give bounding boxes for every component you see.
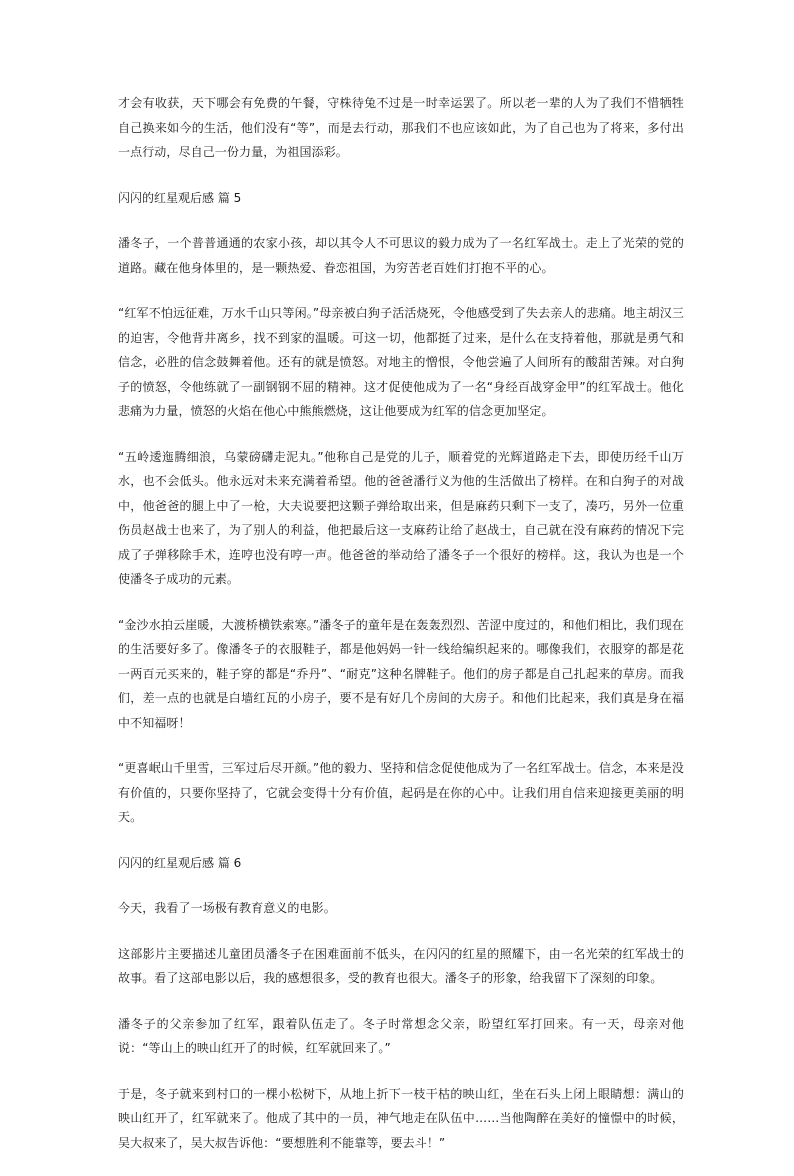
section-heading-5: 闪闪的红星观后感 篇 5 <box>118 190 242 205</box>
paragraph-intro: 才会有收获，天下哪会有免费的午餐，守株待兔不过是一时幸运罢了。所以老一辈的人为了我们不惜牺牲自己换来如今的生活，他们没有“等”，而是去行动，那我们不也应该如此，为了自己也为了将来，多付出一点行动，尽自己一份力量，为祖国添彩。 <box>118 96 684 159</box>
section-heading-6: 闪闪的红星观后感 篇 6 <box>118 855 242 870</box>
paragraph: 这部影片主要描述儿童团员潘冬子在困难面前不低头，在闪闪的红星的照耀下，由一名光荣的红军战士的故事。看了这部电影以后，我的感想很多，受的教育也很大。潘冬子的形象，给我留下了深刻的印象。 <box>118 946 684 985</box>
paragraph: 今天，我看了一场极有教育意义的电影。 <box>118 901 336 915</box>
document-page <box>118 91 684 1176</box>
paragraph: “红军不怕远征难，万水千山只等闲。”母亲被白狗子活活烧死，令他感受到了失去亲人的悲痛。地主胡汉三的迫害，令他背井离乡，找不到家的温暖。可这一切，他都挺了过来，是什么在支持着他，那就是勇气和信念，必胜的信念鼓舞着他。还有的就是愤怒。对地主的憎恨，令他尝遍了人间所有的酸甜苦辣。对白狗子的愤怒，令他练就了一副钢钢不屈的精神。这才促使他成为了一名“身经百战穿金甲”的红军战士。他化悲痛为力量，愤怒的火焰在他心中熊熊燃烧，这让他要成为红军的信念更加坚定。 <box>118 306 684 418</box>
paragraph: 潘冬子的父亲参加了红军，跟着队伍走了。冬子时常想念父亲，盼望红军打回来。有一天，母亲对他说：“等山上的映山红开了的时候，红军就回来了。” <box>118 1016 684 1055</box>
paragraph: 潘冬子，一个普普通通的农家小孩，却以其令人不可思议的毅力成为了一名红军战士。走上了光荣的党的道路。藏在他身体里的，是一颗热爱、眷恋祖国，为穷苦老百姓们打抱不平的心。 <box>118 236 684 275</box>
paragraph: “金沙水拍云崖暖，大渡桥横铁索寒。”潘冬子的童年是在轰轰烈烈、苦涩中度过的，和他们相比，我们现在的生活要好多了。像潘冬子的衣服鞋子，都是他妈妈一针一线给编织起来的。哪像我们，衣服穿的都是花一两百元买来的，鞋子穿的都是“乔丹”、“耐克”这种名牌鞋子。他们的房子都是自己扎起来的草房。而我们，差一点的也就是白墙红瓦的小房子，要不是有好几个房间的大房子。和他们比起来，我们真是身在福中不知福呀！ <box>118 617 684 730</box>
paragraph: 于是，冬子就来到村口的一棵小松树下，从地上折下一枝干枯的映山红，坐在石头上闭上眼睛想：满山的映山红开了，红军就来了。他成了其中的一员，神气地走在队伍中……当他陶醉在美好的憧憬中的时候，吴大叔来了，吴大叔告诉他：“要想胜利不能靠等，要去斗！” <box>118 1086 684 1150</box>
paragraph: “更喜岷山千里雪，三军过后尽开颜。”他的毅力、坚持和信念促使他成为了一名红军战士。信念，本来是没有价值的，只要你坚持了，它就会变得十分有价值，起码是在你的心中。让我们用自信来迎接更美丽的明天。 <box>118 761 684 824</box>
paragraph: “五岭逶迤腾细浪，乌蒙磅礴走泥丸。”他称自己是党的儿子，顺着党的光辉道路走下去，即使历经千山万水，也不会低头。他永远对未来充满着希望。他的爸爸潘行义为他的生活做出了榜样。在和白狗子的对战中，他爸爸的腿上中了一枪，大夫说要把这颗子弹给取出来，但是麻药只剩下一支了，凑巧，另外一位重伤员赵战士也来了，为了别人的利益，他把最后这一支麻药让给了赵战士，自己就在没有麻药的情况下完成了子弹移除手术，连哼也没有哼一声。他爸爸的举动给了潘冬子一个很好的榜样。这，我认为也是一个使潘冬子成功的元素。 <box>118 449 684 586</box>
